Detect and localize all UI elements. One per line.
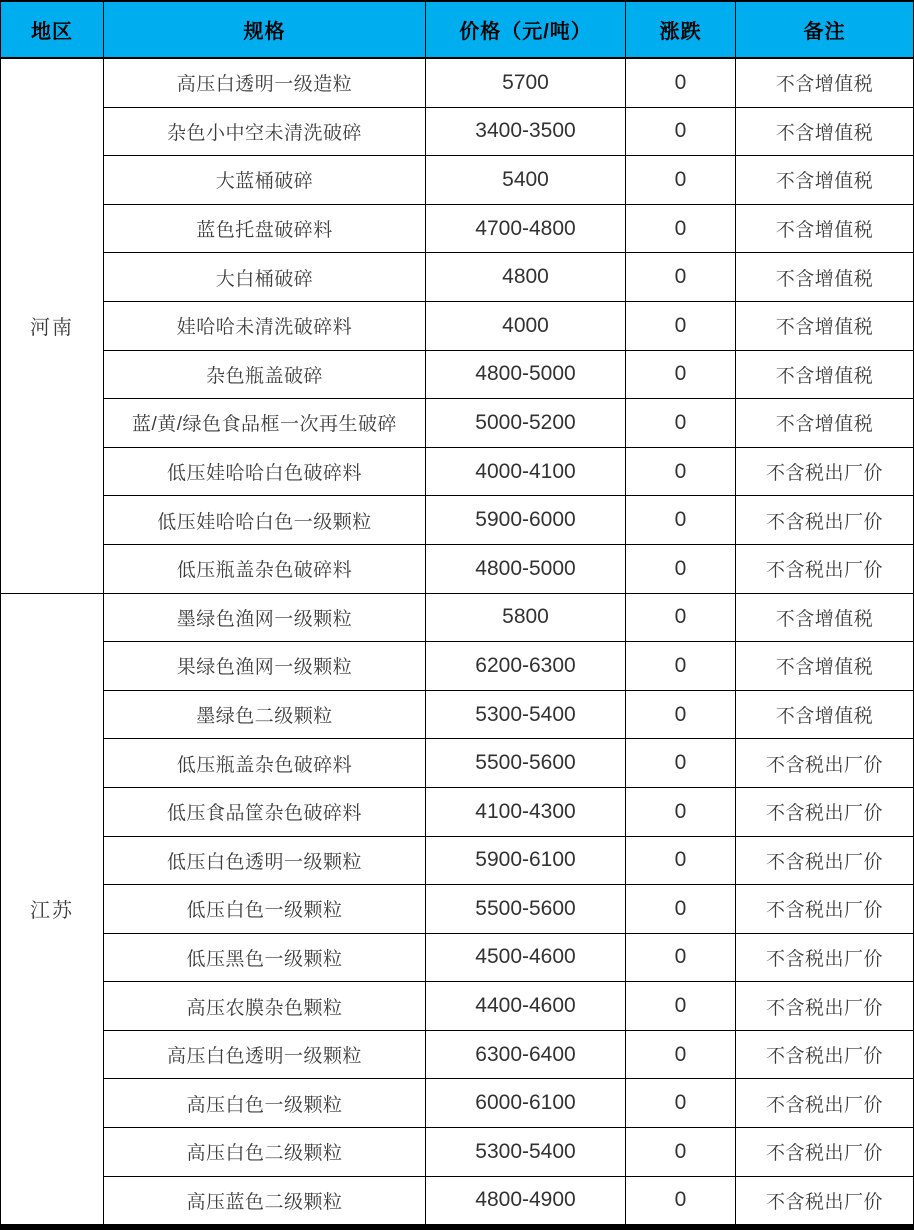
region-cell: 河南 (1, 58, 104, 593)
note-cell: 不含增值税 (736, 642, 914, 691)
spec-cell: 低压食品筐杂色破碎料 (104, 787, 426, 836)
spec-cell: 娃哈哈未清洗破碎料 (104, 301, 426, 350)
table-row (1, 544, 914, 593)
change-cell: 0 (626, 301, 736, 350)
note-cell: 不含税出厂价 (736, 1030, 914, 1079)
table-row (1, 156, 914, 205)
note-cell: 不含税出厂价 (736, 982, 914, 1031)
header-region: 地区 (1, 1, 104, 58)
spec-cell: 高压农膜杂色颗粒 (104, 982, 426, 1031)
spec-cell: 高压白色一级颗粒 (104, 1079, 426, 1128)
table-row (1, 1128, 914, 1177)
price-cell: 4100-4300 (426, 787, 626, 836)
note-cell: 不含税出厂价 (736, 447, 914, 496)
change-cell: 0 (626, 204, 736, 253)
note-cell: 不含税出厂价 (736, 1079, 914, 1128)
table-row (1, 204, 914, 253)
price-cell: 6300-6400 (426, 1030, 626, 1079)
spec-cell: 大蓝桶破碎 (104, 156, 426, 205)
header-row (1, 1, 914, 58)
note-cell: 不含税出厂价 (736, 885, 914, 934)
spec-cell: 低压白色一级颗粒 (104, 885, 426, 934)
table-row (1, 885, 914, 934)
change-cell: 0 (626, 399, 736, 448)
table-row (1, 1030, 914, 1079)
price-cell: 4000 (426, 301, 626, 350)
table-row (1, 1079, 914, 1128)
spec-cell: 低压黑色一级颗粒 (104, 933, 426, 982)
table-row (1, 350, 914, 399)
table-row (1, 399, 914, 448)
spec-cell: 低压娃哈哈白色破碎料 (104, 447, 426, 496)
header-note: 备注 (736, 1, 914, 58)
spec-cell: 墨绿色渔网一级颗粒 (104, 593, 426, 642)
change-cell: 0 (626, 58, 736, 107)
spec-cell: 蓝/黄/绿色食品框一次再生破碎 (104, 399, 426, 448)
header-change: 涨跌 (626, 1, 736, 58)
note-cell: 不含增值税 (736, 690, 914, 739)
change-cell: 0 (626, 1030, 736, 1079)
price-cell: 5900-6000 (426, 496, 626, 545)
note-cell: 不含税出厂价 (736, 1176, 914, 1227)
spec-cell: 大白桶破碎 (104, 253, 426, 302)
note-cell: 不含增值税 (736, 593, 914, 642)
spec-cell: 低压瓶盖杂色破碎料 (104, 544, 426, 593)
price-cell: 4800-4900 (426, 1176, 626, 1227)
price-cell: 5700 (426, 58, 626, 107)
spec-cell: 墨绿色二级颗粒 (104, 690, 426, 739)
table-row (1, 933, 914, 982)
price-cell: 4800 (426, 253, 626, 302)
spec-cell: 蓝色托盘破碎料 (104, 204, 426, 253)
change-cell: 0 (626, 690, 736, 739)
table-row (1, 739, 914, 788)
price-cell: 6200-6300 (426, 642, 626, 691)
price-cell: 5300-5400 (426, 690, 626, 739)
note-cell: 不含增值税 (736, 107, 914, 156)
change-cell: 0 (626, 253, 736, 302)
price-cell: 5900-6100 (426, 836, 626, 885)
table-row (1, 447, 914, 496)
change-cell: 0 (626, 156, 736, 205)
note-cell: 不含增值税 (736, 253, 914, 302)
spec-cell: 高压白透明一级造粒 (104, 58, 426, 107)
change-cell: 0 (626, 1128, 736, 1177)
table-row (1, 301, 914, 350)
price-cell: 5800 (426, 593, 626, 642)
note-cell: 不含增值税 (736, 350, 914, 399)
note-cell: 不含增值税 (736, 301, 914, 350)
price-cell: 5500-5600 (426, 885, 626, 934)
table-row (1, 836, 914, 885)
change-cell: 0 (626, 739, 736, 788)
table-row (1, 642, 914, 691)
table-row (1, 593, 914, 642)
change-cell: 0 (626, 933, 736, 982)
change-cell: 0 (626, 642, 736, 691)
region-cell: 江苏 (1, 593, 104, 1227)
table-row (1, 787, 914, 836)
table-row (1, 982, 914, 1031)
note-cell: 不含增值税 (736, 58, 914, 107)
header-price: 价格（元/吨） (426, 1, 626, 58)
table-row (1, 107, 914, 156)
price-cell: 5000-5200 (426, 399, 626, 448)
price-cell: 4800-5000 (426, 350, 626, 399)
note-cell: 不含税出厂价 (736, 496, 914, 545)
header-spec: 规格 (104, 1, 426, 58)
note-cell: 不含增值税 (736, 399, 914, 448)
change-cell: 0 (626, 836, 736, 885)
price-cell: 5500-5600 (426, 739, 626, 788)
spec-cell: 低压娃哈哈白色一级颗粒 (104, 496, 426, 545)
note-cell: 不含税出厂价 (736, 836, 914, 885)
change-cell: 0 (626, 885, 736, 934)
change-cell: 0 (626, 982, 736, 1031)
change-cell: 0 (626, 107, 736, 156)
spec-cell: 高压蓝色二级颗粒 (104, 1176, 426, 1227)
price-cell: 4700-4800 (426, 204, 626, 253)
spec-cell: 低压白色透明一级颗粒 (104, 836, 426, 885)
price-cell: 5400 (426, 156, 626, 205)
price-cell: 4000-4100 (426, 447, 626, 496)
spec-cell: 杂色小中空未清洗破碎 (104, 107, 426, 156)
change-cell: 0 (626, 1079, 736, 1128)
spec-cell: 高压白色透明一级颗粒 (104, 1030, 426, 1079)
price-cell: 4800-5000 (426, 544, 626, 593)
change-cell: 0 (626, 447, 736, 496)
change-cell: 0 (626, 787, 736, 836)
change-cell: 0 (626, 496, 736, 545)
spec-cell: 高压白色二级颗粒 (104, 1128, 426, 1177)
change-cell: 0 (626, 1176, 736, 1227)
change-cell: 0 (626, 593, 736, 642)
price-cell: 6000-6100 (426, 1079, 626, 1128)
note-cell: 不含增值税 (736, 204, 914, 253)
note-cell: 不含税出厂价 (736, 739, 914, 788)
table-row (1, 58, 914, 107)
table-body (1, 58, 914, 1227)
price-cell: 5300-5400 (426, 1128, 626, 1177)
change-cell: 0 (626, 350, 736, 399)
note-cell: 不含税出厂价 (736, 933, 914, 982)
table-row (1, 1176, 914, 1227)
price-cell: 4400-4600 (426, 982, 626, 1031)
note-cell: 不含税出厂价 (736, 1128, 914, 1177)
table-row (1, 253, 914, 302)
note-cell: 不含税出厂价 (736, 544, 914, 593)
spec-cell: 低压瓶盖杂色破碎料 (104, 739, 426, 788)
note-cell: 不含税出厂价 (736, 787, 914, 836)
spec-cell: 杂色瓶盖破碎 (104, 350, 426, 399)
table-header (1, 1, 914, 58)
table-row (1, 690, 914, 739)
table-row (1, 496, 914, 545)
note-cell: 不含增值税 (736, 156, 914, 205)
change-cell: 0 (626, 544, 736, 593)
price-cell: 3400-3500 (426, 107, 626, 156)
spec-cell: 果绿色渔网一级颗粒 (104, 642, 426, 691)
price-cell: 4500-4600 (426, 933, 626, 982)
